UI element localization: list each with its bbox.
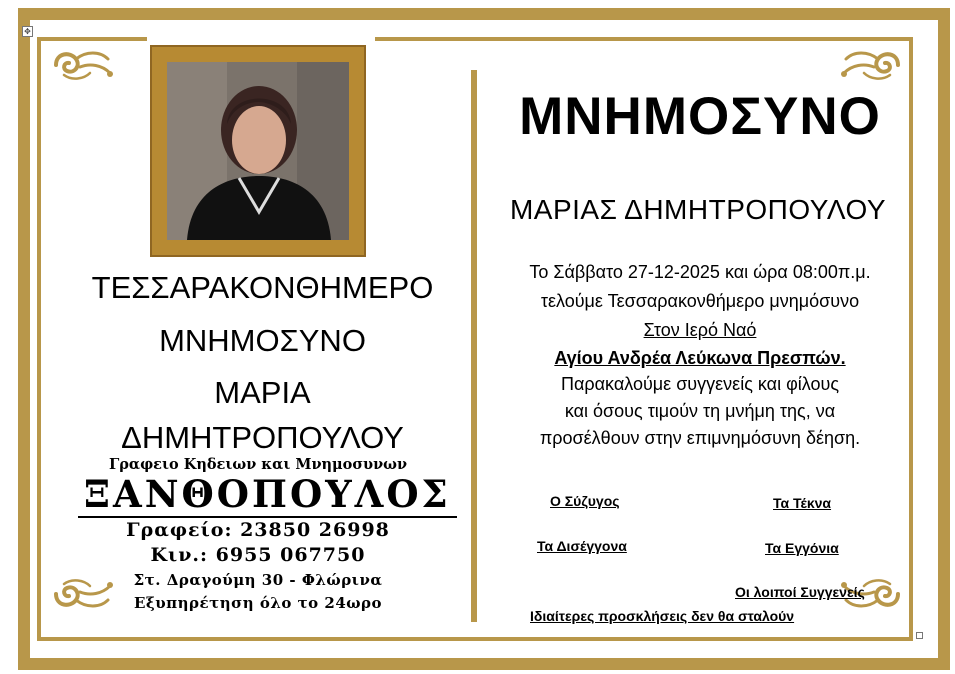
announcement-line-6: και όσους τιμούν τη μνήμη της, να xyxy=(564,401,836,421)
mourner-grandchildren: Τα Δισέγγονα xyxy=(537,538,627,554)
portrait-photo[interactable] xyxy=(152,47,364,255)
mobile-phone: Κιν.: 6955 067750 xyxy=(150,544,366,566)
mourner-children: Τα Τέκνα xyxy=(773,495,832,511)
right-title: ΜΝΗΜΟΣΥΝΟ xyxy=(519,87,881,146)
mourner-other-relatives: Οι λοιποί Συγγενείς xyxy=(735,584,865,600)
announcement-line-4: Αγίου Ανδρέα Λεύκωνα Πρεσπών. xyxy=(554,348,846,368)
office-line: Γραφειο Κηδειων και Μνημοσυνων xyxy=(108,456,408,473)
announcement-line-3: Στον Ιερό Ναό xyxy=(643,320,757,340)
right-name: ΜΑΡΙΑΣ ΔΗΜΗΤΡΟΠΟΥΛΟΥ xyxy=(509,194,887,225)
corner-ornament-icon xyxy=(838,47,904,83)
left-heading-2: ΜΝΗΜΟΣΥΝΟ xyxy=(159,323,366,358)
left-first-name: ΜΑΡΙΑ xyxy=(214,375,311,410)
address: Στ. Δραγούμη 30 - Φλώρινα xyxy=(133,571,383,589)
column-divider xyxy=(471,70,477,622)
business-name xyxy=(78,472,451,516)
announcement-line-5: Παρακαλούμε συγγενείς και φίλους xyxy=(560,374,839,394)
announcement-line-2: τελούμε Τεσσαρακονθήμερο μνημόσυνο xyxy=(540,291,860,311)
mourner-spouse: Ο Σύζυγος xyxy=(550,493,620,509)
corner-ornament-icon xyxy=(50,47,116,83)
resize-handle-icon[interactable] xyxy=(916,632,923,639)
office-phone: Γραφείο: 23850 26998 xyxy=(126,519,390,541)
announcement-line-1: Το Σάββατο 27-12-2025 και ώρα 08:00π.μ. xyxy=(529,262,871,282)
business-name-text: ΞΑΝΘΟΠΟΥΛΟΣ xyxy=(78,472,457,518)
left-last-name: ΔΗΜΗΤΡΟΠΟΥΛΟΥ xyxy=(121,420,404,455)
move-handle-icon[interactable]: ✥ xyxy=(22,26,33,37)
invitations-note: Ιδιαίτερες προσκλήσεις δεν θα σταλούν xyxy=(530,608,795,624)
announcement-line-7: προσέλθουν στην επιμνημόσυνη δέηση. xyxy=(539,428,861,448)
service-hours: Εξυπηρέτηση όλο το 24ωρο xyxy=(133,594,383,612)
mourner-great-grandchildren: Τα Εγγόνια xyxy=(765,540,839,556)
left-heading-1: ΤΕΣΣΑΡΑΚΟΝΘΗΜΕΡΟ xyxy=(91,270,434,305)
